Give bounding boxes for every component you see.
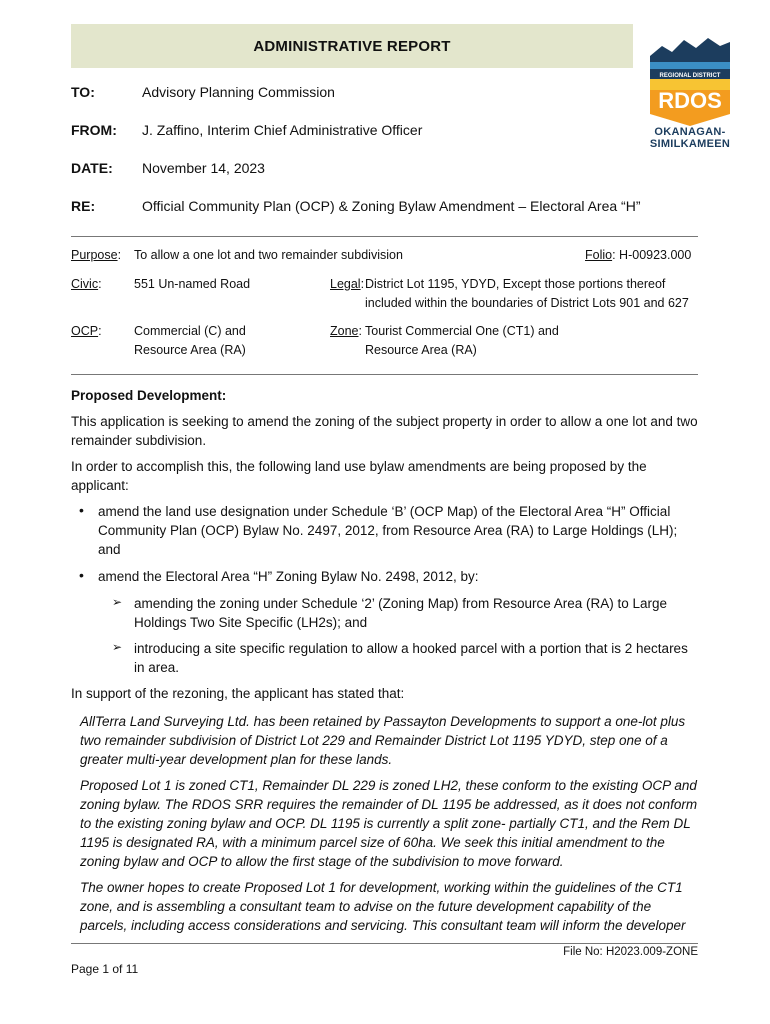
- paragraph-1: This application is seeking to amend the zoning of the subject property in order to allow a one lot and two remainder subdivision.: [71, 414, 698, 448]
- quote-1: AllTerra Land Surveying Ltd. has been retained by Passayton Developments to support a one-lot plus two remainder subdivision of District Lot 229 and Remainder District Lot 1195 YDYD, step one of a greater multi-year development plan for these lands.: [80, 714, 686, 767]
- from-label: FROM:: [71, 122, 117, 138]
- zone-line2: Resource Area (RA): [365, 343, 477, 357]
- mountain-shape: [650, 38, 730, 62]
- date-label: DATE:: [71, 160, 113, 176]
- civic-label-cell: Civic:: [71, 277, 102, 291]
- ocp-line2: Resource Area (RA): [134, 343, 246, 357]
- paragraph-3: In support of the rezoning, the applicant has stated that:: [71, 686, 405, 701]
- to-value: Advisory Planning Commission: [142, 84, 335, 100]
- regional-district-label: REGIONAL DISTRICT: [659, 73, 721, 79]
- to-label: TO:: [71, 84, 95, 100]
- paragraph-2: In order to accomplish this, the following land use bylaw amendments are being proposed by the applicant:: [71, 459, 647, 493]
- legal-line1: District Lot 1195, YDYD, Except those portions thereof: [365, 277, 666, 291]
- arrow-bullet-icon: ➢: [112, 595, 123, 609]
- file-number: File No: H2023.009-ZONE: [71, 943, 698, 958]
- quote-3: The owner hopes to create Proposed Lot 1 for development, working within the guidelines of the CT1 zone, and is assembling a consultant team to advise on the future development capability of the parcels, including access considerations and servicing. This consultant team will inform the developer: [80, 880, 686, 933]
- zone-label: Zone: [330, 324, 359, 338]
- bullet-icon: •: [79, 502, 84, 518]
- civic-label: Civic: [71, 277, 99, 291]
- civic-value: 551 Un-named Road: [134, 277, 251, 291]
- logo-name-line2: SIMILKAMEEN: [649, 138, 731, 150]
- from-value: J. Zaffino, Interim Chief Administrative Officer: [142, 122, 423, 138]
- quote-2: Proposed Lot 1 is zoned CT1, Remainder DL 229 is zoned LH2, these conform to the existing OCP and zoning bylaw. The RDOS SRR requires the remainder of DL 1195 be addressed, as it does not conform to the existing zoning bylaw and OCP. DL 1195 is currently a split zone- partially CT1, and the Rem DL 1195 is designated RA, with a minimum parcel size of 60ha. We seek this initial amendment to the zoning bylaw and OCP to allow the first stage of the subdivision to move forward.: [80, 778, 698, 869]
- re-label: RE:: [71, 198, 96, 214]
- ocp-label-cell: OCP:: [71, 324, 102, 338]
- report-title-bar: [71, 24, 633, 68]
- purpose-label: Purpose: [71, 248, 118, 262]
- bullet-icon: •: [79, 567, 84, 583]
- zone-value: [365, 322, 559, 360]
- folio-cell: Folio: H-00923.000: [585, 248, 692, 262]
- zone-line1: Tourist Commercial One (CT1) and: [365, 324, 559, 338]
- sub-bullet-2: introducing a site specific regulation to allow a hooked parcel with a portion that is 2 hectares in area.: [134, 641, 688, 675]
- date-value: November 14, 2023: [142, 160, 265, 176]
- ocp-line1: Commercial (C) and: [134, 324, 246, 338]
- page-number: Page 1 of 11: [71, 962, 139, 976]
- water-shape: [650, 62, 730, 69]
- header-divider: [71, 236, 698, 237]
- bullet-1: amend the land use designation under Schedule ‘B’ (OCP Map) of the Electoral Area “H” Official Community Plan (OCP) Bylaw No. 2497, 2012, from Resource Area (RA) to Large Holdings (LH); and: [98, 504, 678, 557]
- sub-bullet-1: amending the zoning under Schedule ‘2’ (Zoning Map) from Resource Area (RA) to Large Holdings Two Site Specific (LH2s); and: [134, 596, 668, 630]
- legal-line2: included within the boundaries of District Lots 901 and 627: [365, 296, 689, 310]
- arrow-bullet-icon: ➢: [112, 640, 123, 654]
- folio-label: Folio: [585, 248, 613, 262]
- legal-value: [365, 275, 689, 313]
- legal-label-cell: Legal:: [330, 277, 365, 291]
- section-title: Proposed Development:: [71, 388, 227, 403]
- logo-district-name: [646, 126, 734, 150]
- folio-value: H-00923.000: [619, 248, 692, 262]
- rdos-acronym: RDOS: [658, 88, 722, 113]
- details-divider: [71, 374, 698, 375]
- bullet-2: amend the Electoral Area “H” Zoning Bylaw No. 2498, 2012, by:: [98, 569, 479, 584]
- purpose-value: To allow a one lot and two remainder subdivision: [134, 248, 403, 262]
- report-title: ADMINISTRATIVE REPORT: [253, 37, 451, 55]
- legal-label: Legal: [330, 277, 361, 291]
- ocp-value: [134, 322, 246, 360]
- zone-label-cell: Zone:: [330, 324, 362, 338]
- re-value: Official Community Plan (OCP) & Zoning Bylaw Amendment – Electoral Area “H”: [142, 198, 641, 214]
- ocp-label: OCP: [71, 324, 99, 338]
- logo-name-line1: OKANAGAN-: [654, 126, 726, 138]
- purpose-label-cell: Purpose:: [71, 248, 122, 262]
